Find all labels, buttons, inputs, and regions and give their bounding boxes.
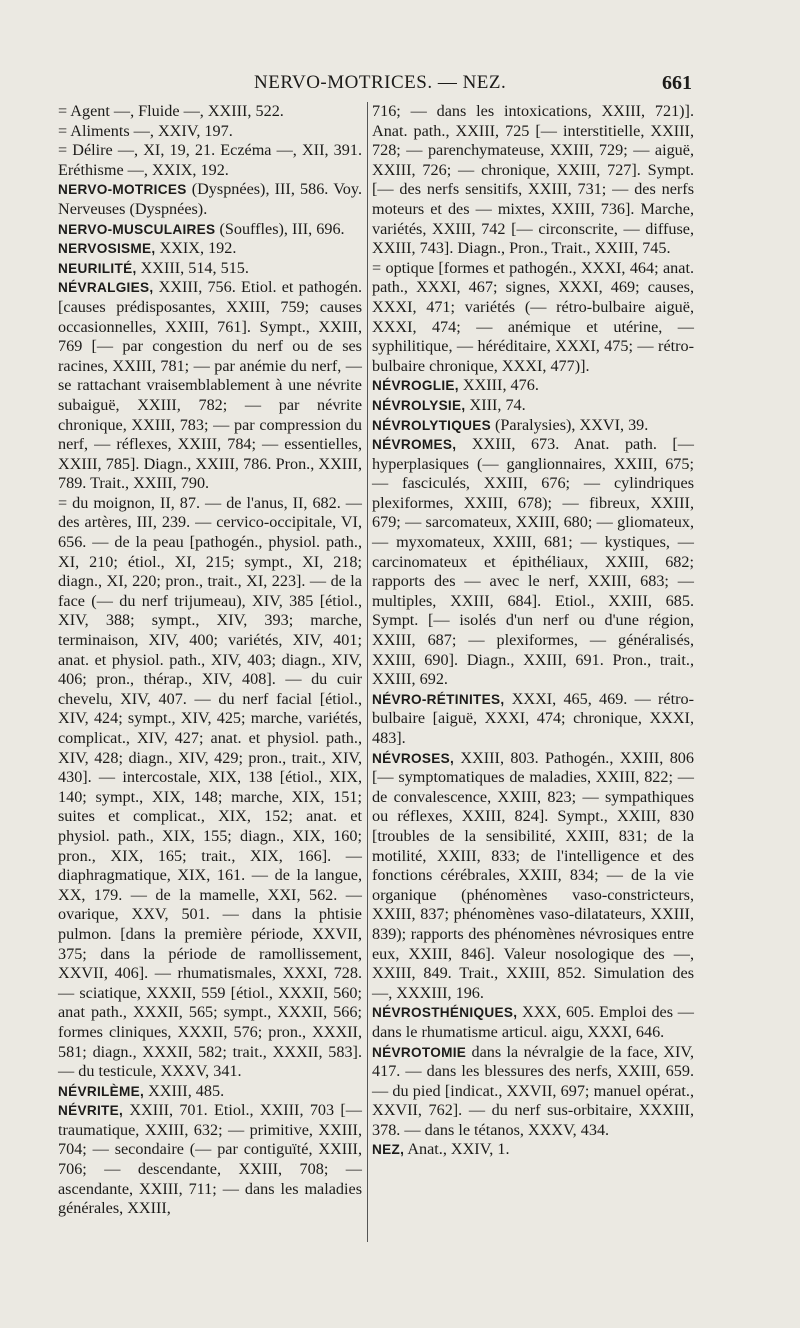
entry-text: dans la névralgie de la face, XIV, 417. — dans les blessures des nerfs, XXIII, 659. — du pied [indicat., XXVII, 697; manuel opérat., XXVII, 762]. — du nerf sus-orbitaire, XXXIII, 378. — dans le tétanos, XXXV, 434. [372, 1042, 694, 1139]
entry-text: XXX, 605. Emploi des — dans le rhumatisme articul. aigu, XXXI, 646. [372, 1003, 694, 1041]
index-entry [58, 122, 362, 142]
entry-text: XXIII, 756. Etiol. et pathogén. [causes prédisposantes, XXIII, 759; causes occasionnelles, XXIII, 761]. Sympt., XXIII, 769 [— par congestion du nerf ou de ses racines, XXIII, 781; — par anémie du nerf, — se rattachant vraisemblablement à une névrite subaiguë, XXIII, 782; — par névrite chronique, XXIII, 783; — par compression du nerf, — réflexes, XXIII, 784; — essentielles, XXIII, 785]. Diagn., XXIII, 786. Pron., XXIII, 789. Trait., XXIII, 790. [58, 278, 362, 493]
index-entry [372, 435, 694, 690]
entry-text: = Aliments —, XXIV, 197. [58, 121, 233, 140]
page-header [0, 70, 800, 100]
entry-headword: NEURILITÉ, [58, 260, 137, 276]
entry-text: XXIII, 476. [458, 376, 539, 395]
right-column [372, 102, 694, 1160]
index-entry [372, 376, 694, 396]
entry-text: = Agent —, Fluide —, XXIII, 522. [58, 102, 284, 120]
entry-headword: NÉVRO-RÉTINITES, [372, 691, 505, 707]
entry-text: (Paralysies), XXVI, 39. [490, 415, 649, 434]
left-column [58, 102, 362, 1219]
entry-text: (Souffles), III, 696. [215, 219, 345, 238]
entry-text: XXIII, 673. Anat. path. [— hyperplasiques (— ganglionnaires, XXIII, 675; — fasciculés, XXIII, 676; — cylindriques plexiformes, XXIII, 678); — fibreux, XXIII, 679; — sarcomateux, XXIII, 680; — gliomateux, — myxomateux, XXIII, 681; — kystiques, — carcinomateux et épithéliaux, XXIII, 682; rapports des — avec le nerf, XXIII, 683; — multiples, XXIII, 684]. Etiol., XXIII, 685. Sympt. [— isolés d'un nerf ou d'une région, XXIII, 687; — plexiformes, — généralisés, XXIII, 690]. Diagn., XXIII, 691. Pron., trait., XXIII, 692. [372, 435, 694, 689]
index-entry [58, 1101, 362, 1219]
entry-headword: NÉVROSES, [372, 750, 455, 766]
entry-text: XXIII, 803. Pathogén., XXIII, 806 [— symptomatiques de maladies, XXIII, 822; — de convalescence, XXIII, 823; — sympathiques ou réflexes, XXIII, 824]. Sympt., XXIII, 830 [troubles de la sensibilité, XXIII, 831; de la motilité, XXIII, 833; de l'intelligence et des fonctions cérébrales, XXIII, 834; — de la vie organique (phénomènes vaso-constricteurs, XXIII, 837; phénomènes vaso-dilatateurs, XXIII, 839); rapports des phénomènes névrosiques entre eux, XXIII, 846]. Valeur nosologique des —, XXIII, 849. Trait., XXIII, 852. Simulation des —, XXXIII, 196. [372, 748, 694, 1002]
index-entry [58, 278, 362, 494]
index-entry [372, 1140, 694, 1160]
entry-headword: NÉVROMES, [372, 437, 457, 453]
entry-text: XXIII, 485. [144, 1081, 225, 1100]
entry-text: = Délire —, XI, 19, 21. Eczéma —, XII, 391. Eréthisme —, XXIX, 192. [58, 141, 362, 179]
index-entry [58, 220, 362, 240]
entry-headword: NERVO-MOTRICES [58, 182, 187, 198]
index-entry [58, 239, 362, 259]
entry-headword: NERVO-MUSCULAIRES [58, 221, 216, 237]
entry-text: 716; — dans les intoxications, XXIII, 721)]. Anat. path., XXIII, 725 [— interstitielle, XXIII, 728; — parenchymateuse, XXIII, 729; — aiguë, XXIII, 726; — chronique, XXIII, 727]. Sympt. [— des nerfs sensitifs, XXIII, 731; — des nerfs moteurs et des — mixtes, XXIII, 736]. Marche, variétés, XXIII, 742 [— circonscrite, — diffuse, XXIII, 743]. Diagn., Pron., Trait., XXIII, 745. [372, 102, 694, 258]
entry-headword: NÉVRALGIES, [58, 280, 154, 296]
entry-text: XIII, 74. [465, 395, 526, 414]
entry-text: XXIX, 192. [155, 239, 237, 258]
index-entry [372, 396, 694, 416]
index-entry [58, 102, 362, 122]
entry-text: XXIII, 701. Etiol., XXIII, 703 [— traumatique, XXIII, 632; — primitive, XXIII, 704; — secondaire (— par contiguïté, XXIII, 706; — descendante, XXIII, 708; — ascendante, XXIII, 711; — dans les maladies générales, XXIII, [58, 1101, 362, 1218]
entry-text: Anat., XXIV, 1. [404, 1140, 510, 1159]
entry-headword: NÉVROGLIE, [372, 378, 459, 394]
entry-headword: NEZ, [372, 1142, 405, 1158]
index-entry [58, 494, 362, 1082]
entry-headword: NÉVRILÈME, [58, 1083, 145, 1099]
entry-headword: NÉVRITE, [58, 1103, 124, 1119]
index-entry [372, 749, 694, 1004]
column-divider [367, 102, 368, 1242]
index-entry [58, 180, 362, 219]
entry-text: XXXI, 465, 469. — rétro-bulbaire [aiguë, XXXI, 474; chronique, XXXI, 483]. [372, 689, 694, 747]
entry-text: (Dyspnées), III, 586. Voy. Nerveuses (Dyspnées). [58, 180, 362, 218]
index-entry [58, 1082, 362, 1102]
entry-text: = optique [formes et pathogén., XXXI, 464; anat. path., XXXI, 467; signes, XXXI, 469; causes, XXXI, 471; variétés (— rétro-bulbaire aiguë, XXXI, 474; — anémique et utérine, — syphilitique, — héréditaire, XXXI, 475; — rétro-bulbaire chronique, XXXI, 477)]. [372, 258, 694, 375]
entry-headword: NERVOSISME, [58, 241, 156, 257]
index-entry [372, 102, 694, 259]
entry-text: = du moignon, II, 87. — de l'anus, II, 682. — des artères, III, 239. — cervico-occipitale, VI, 656. — de la peau [pathogén., physiol. path., XI, 210; étiol., XI, 215; sympt., XI, 218; diagn., XI, 220; pron., trait., XI, 223]. — de la face (— du nerf trijumeau), XIV, 385 [étiol., XIV, 388; sympt., XIV, 393; marche, terminaison, XIV, 400; variétés, XIV, 401; anat. et physiol. path., XIV, 403; diagn., XIV, 406; pron., thérap., XIV, 408]. — du cuir chevelu, XIV, 407. — du nerf facial [étiol., XIV, 424; sympt., XIV, 425; marche, variétés, complicat., XIV, 427; anat. et physiol. path., XIV, 428; diagn., XIV, 429; pron., trait., XIV, 430]. — intercostale, XIX, 138 [étiol., XIX, 140; sympt., XIX, 148; marche, XIX, 151; suites et complicat., XIX, 152; anat. et physiol. path., XIX, 155; diagn., XIX, 160; pron., XIX, 165; trait., XIX, 166]. — diaphragmatique, XIX, 161. — de la langue, XX, 179. — de la mamelle, XXI, 562. — ovarique, XXV, 501. — dans la phtisie pulmon. [dans la première période, XXVII, 375; dans la période de ramollissement, XXVII, 406]. — rhumatismales, XXXI, 728. — sciatique, XXXII, 559 [étiol., XXXII, 560; anat path., XXXII, 565; sympt., XXXII, 566; formes cliniques, XXXII, 576; pron., XXXII, 581; diagn., XXXII, 582; trait., XXXII, 583]. — du testicule, XXXV, 341. [58, 493, 362, 1081]
index-entry [372, 690, 694, 749]
entry-text: XXIII, 514, 515. [136, 258, 249, 277]
index-entry [372, 416, 694, 436]
entry-headword: NÉVROLYSIE, [372, 397, 466, 413]
entry-headword: NÉVROLYTIQUES [372, 417, 491, 433]
index-entry [372, 1043, 694, 1141]
index-entry [58, 259, 362, 279]
entry-headword: NÉVROTOMIE [372, 1044, 467, 1060]
index-entry [58, 141, 362, 180]
page-number: 661 [662, 72, 692, 94]
entry-headword: NÉVROSTHÉNIQUES, [372, 1005, 518, 1021]
running-title: NERVO-MOTRICES. — NEZ. [254, 72, 507, 93]
index-entry [372, 259, 694, 377]
index-entry [372, 1003, 694, 1042]
